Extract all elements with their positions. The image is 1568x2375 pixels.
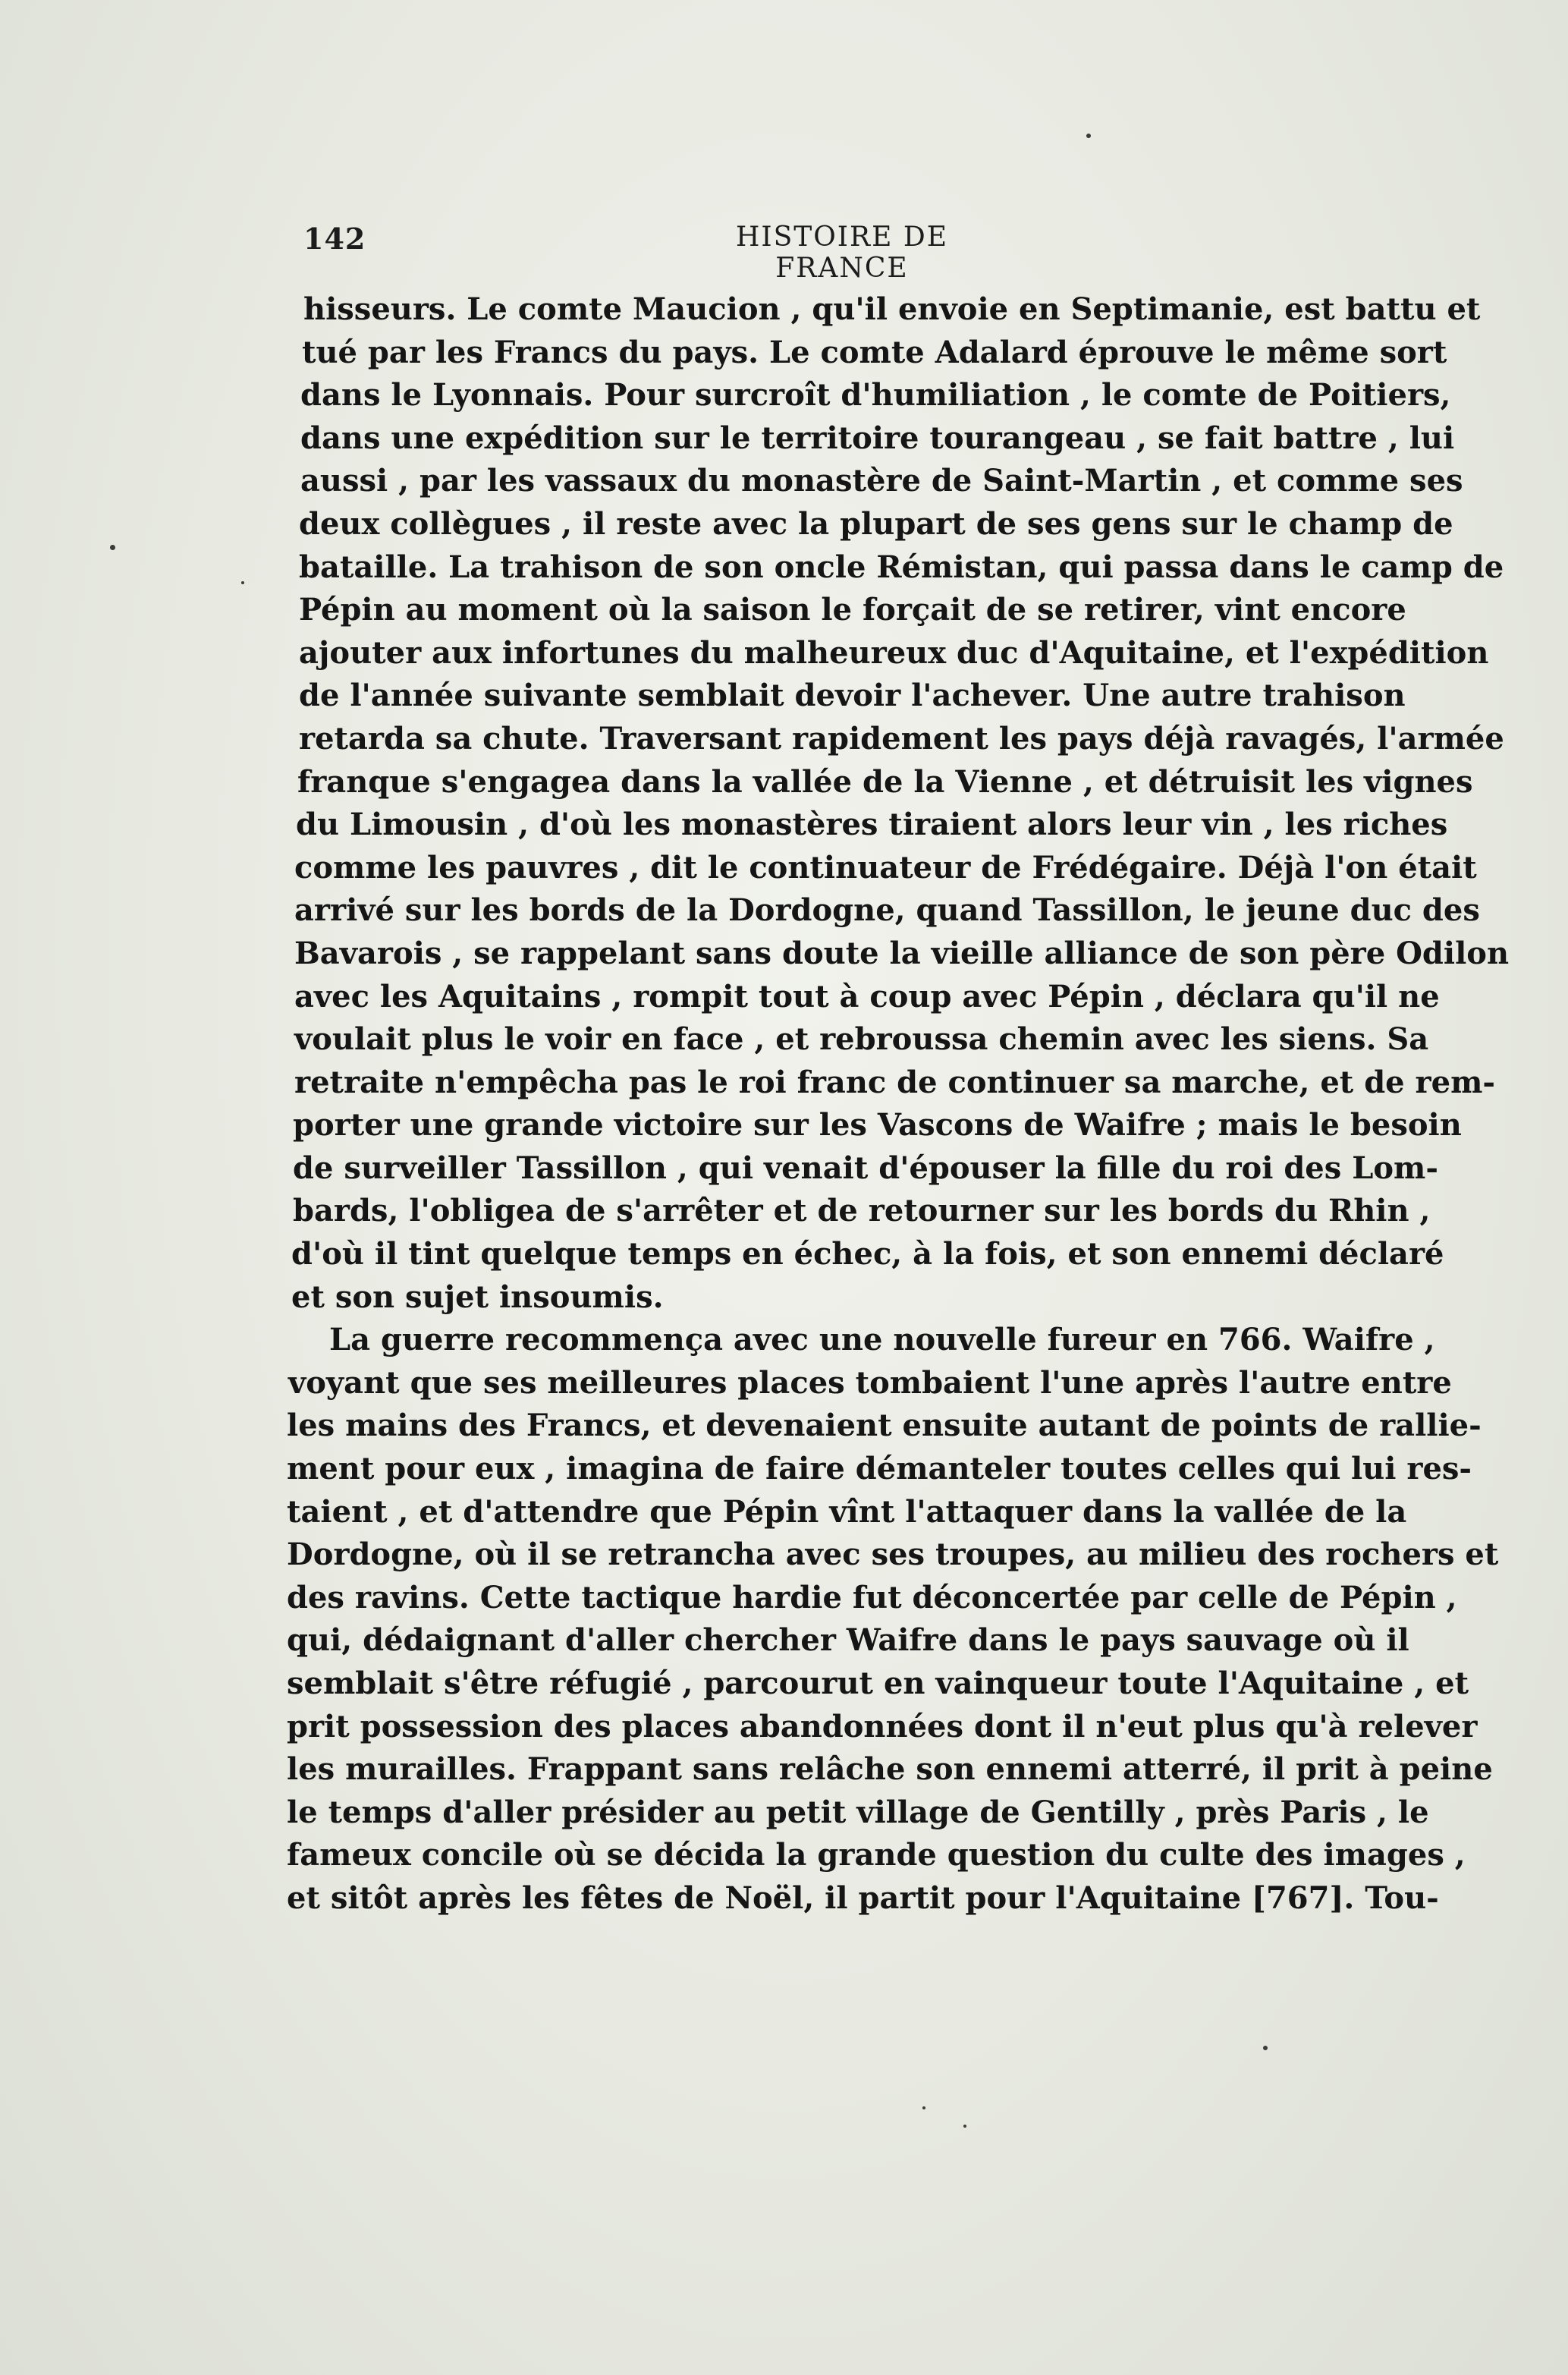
running-title: HISTOIRE DE FRANCE (736, 222, 948, 284)
text-line: tué par les Francs du pays. Le comte Adalard éprouve le même sort (302, 334, 1447, 370)
paper-speck (1086, 134, 1091, 138)
text-line: retraite n'empêcha pas le roi franc de continuer sa marche, et de rem- (294, 1064, 1495, 1100)
text-line: bards, l'obligea de s'arrêter et de retourner sur les bords du Rhin , (293, 1193, 1431, 1229)
text-line: ajouter aux infortunes du malheureux duc d'Aquitaine, et l'expédition (299, 634, 1489, 671)
text-line: voyant que ses meilleures places tombaient l'une après l'autre entre (288, 1364, 1452, 1401)
text-line: avec les Aquitains , rompit tout à coup avec Pépin , déclara qu'il ne (294, 978, 1440, 1014)
text-line: ment pour eux , imagina de faire démanteler toutes celles qui lui res- (287, 1451, 1472, 1487)
text-line: fameux concile où se décida la grande question du culte des images , (287, 1837, 1466, 1873)
paper-speck (241, 581, 244, 584)
text-line: voulait plus le voir en face , et rebroussa chemin avec les siens. Sa (294, 1021, 1429, 1058)
paper-speck (922, 2106, 925, 2109)
text-line: comme les pauvres , dit le continuateur de Frédégaire. Déjà l'on était (294, 849, 1477, 886)
text-line: qui, dédaignant d'aller chercher Waifre dans le pays sauvage où il (287, 1622, 1409, 1659)
text-line: bataille. La trahison de son oncle Rémistan, qui passa dans le camp de (299, 549, 1504, 585)
text-line: aussi , par les vassaux du monastère de Saint-Martin , et comme ses (300, 463, 1463, 499)
text-line: semblait s'être réfugié , parcourut en vainqueur toute l'Aquitaine , et (287, 1666, 1469, 1701)
page-number: 142 (303, 222, 366, 256)
text-line: le temps d'aller présider au petit village de Gentilly , près Paris , le (287, 1794, 1429, 1830)
text-line: La guerre recommença avec une nouvelle fureur en 766. Waifre , (329, 1322, 1435, 1358)
text-line: arrivé sur les bords de la Dordogne, quand Tassillon, le jeune duc des (294, 892, 1480, 929)
text-line: et sitôt après les fêtes de Noël, il partit pour l'Aquitaine [767]. Tou- (287, 1880, 1439, 1916)
text-line: les mains des Francs, et devenaient ensuite autant de points de rallie- (287, 1408, 1482, 1444)
text-line: hisseurs. Le comte Maucion , qu'il envoie en Septimanie, est battu et (303, 291, 1481, 327)
text-line: retarda sa chute. Traversant rapidement les pays déjà ravagés, l'armée (299, 720, 1504, 757)
paper-speck (1263, 2046, 1268, 2050)
text-line: du Limousin , d'où les monastères tiraient alors leur vin , les riches (296, 807, 1448, 843)
text-line: d'où il tint quelque temps en échec, à la fois, et son ennemi déclaré (291, 1236, 1444, 1272)
text-line: franque s'engagea dans la vallée de la Vienne , et détruisit les vignes (297, 763, 1473, 800)
text-line: taient , et d'attendre que Pépin vînt l'attaquer dans la vallée de la (287, 1493, 1407, 1530)
text-line: des ravins. Cette tactique hardie fut déconcertée par celle de Pépin , (287, 1579, 1457, 1615)
text-line: de l'année suivante semblait devoir l'achever. Une autre trahison (299, 678, 1406, 714)
text-line: Pépin au moment où la saison le forçait de se retirer, vint encore (299, 592, 1406, 628)
paper-speck (963, 2125, 966, 2128)
text-line: porter une grande victoire sur les Vascons de Waifre ; mais le besoin (293, 1107, 1462, 1143)
text-line: deux collègues , il reste avec la plupart de ses gens sur le champ de (299, 505, 1453, 542)
text-line: dans le Lyonnais. Pour surcroît d'humiliation , le comte de Poitiers, (300, 377, 1451, 414)
text-line: et son sujet insoumis. (291, 1279, 664, 1315)
text-line: prit possession des places abandonnées dont il n'eut plus qu'à relever (287, 1708, 1478, 1744)
body-text (287, 288, 1510, 1920)
text-line: dans une expédition sur le territoire tourangeau , se fait battre , lui (300, 420, 1455, 456)
text-line: de surveiller Tassillon , qui venait d'épouser la fille du roi des Lom- (293, 1150, 1438, 1186)
text-line: Bavarois , se rappelant sans doute la vieille alliance de son père Odilon (294, 935, 1510, 971)
text-line: Dordogne, où il se retrancha avec ses troupes, au milieu des rochers et (287, 1537, 1499, 1573)
paper-speck (110, 545, 115, 550)
page-header (303, 222, 1373, 284)
text-line: les murailles. Frappant sans relâche son ennemi atterré, il prit à peine (287, 1751, 1493, 1788)
